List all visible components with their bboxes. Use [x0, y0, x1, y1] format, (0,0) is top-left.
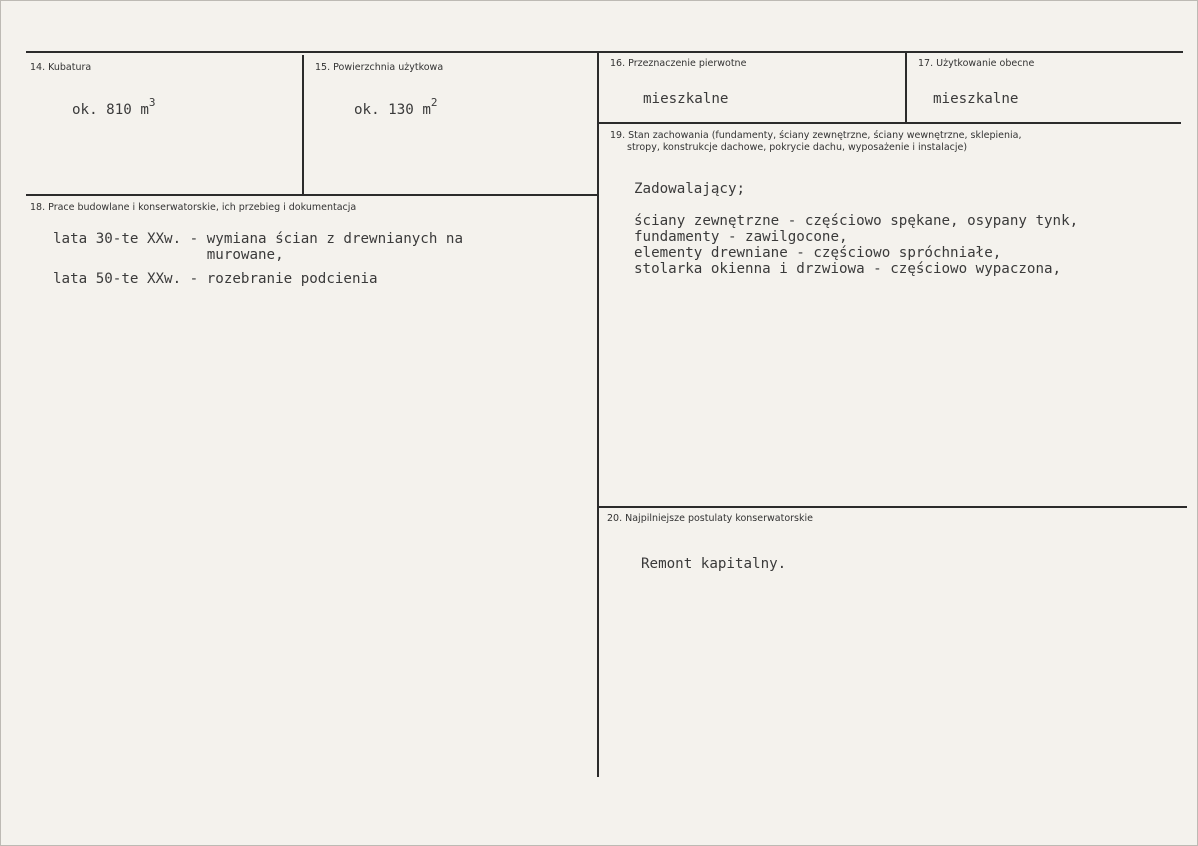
field-15-value-text: ok. 130 m [354, 102, 431, 118]
field-19-line-2: fundamenty - zawilgocone, [634, 229, 848, 245]
field-19-label-line1: 19. Stan zachowania (fundamenty, ściany zewnętrzne, ściany wewnętrzne, sklepienia, [610, 130, 1022, 141]
divider-14-15 [302, 55, 304, 194]
row-rule-right-2 [599, 506, 1187, 508]
field-14-label: 14. Kubatura [30, 62, 92, 73]
top-rule [26, 51, 1183, 53]
field-14-value [72, 96, 156, 118]
field-18-line-2: murowane, [53, 247, 284, 263]
field-18-label: 18. Prace budowlane i konserwatorskie, ich przebieg i dokumentacja [30, 202, 357, 213]
field-16-label: 16. Przeznaczenie pierwotne [610, 58, 747, 69]
field-19-summary: Zadowalający; [634, 181, 746, 197]
field-15-label: 15. Powierzchnia użytkowa [315, 62, 444, 73]
row-rule-right-1 [599, 122, 1181, 124]
field-15-exponent: 2 [430, 96, 438, 109]
field-14-value-text: ok. 810 m [72, 102, 149, 118]
field-14-exponent: 3 [148, 96, 156, 109]
divider-16-17 [905, 53, 907, 122]
field-19-label-line2: stropy, konstrukcje dachowe, pokrycie dachu, wyposażenie i instalacje) [627, 142, 968, 153]
field-19-line-3: elementy drewniane - częściowo spróchniałe, [634, 245, 1002, 261]
field-19-line-1: ściany zewnętrzne - częściowo spękane, osypany tynk, [634, 213, 1079, 229]
field-20-value: Remont kapitalny. [641, 556, 787, 572]
row-rule-left-1 [26, 194, 599, 196]
divider-center [597, 53, 599, 777]
field-18-line-3: lata 50-te XXw. - rozebranie podcienia [53, 271, 378, 287]
field-20-label: 20. Najpilniejsze postulaty konserwatorskie [607, 513, 813, 524]
field-16-value: mieszkalne [643, 91, 729, 107]
field-15-value [354, 96, 438, 118]
field-17-value: mieszkalne [933, 91, 1019, 107]
field-18-line-1: lata 30-te XXw. - wymiana ścian z drewnianych na [53, 231, 463, 247]
field-17-label: 17. Użytkowanie obecne [918, 58, 1035, 69]
field-19-line-4: stolarka okienna i drzwiowa - częściowo wypaczona, [634, 261, 1062, 277]
